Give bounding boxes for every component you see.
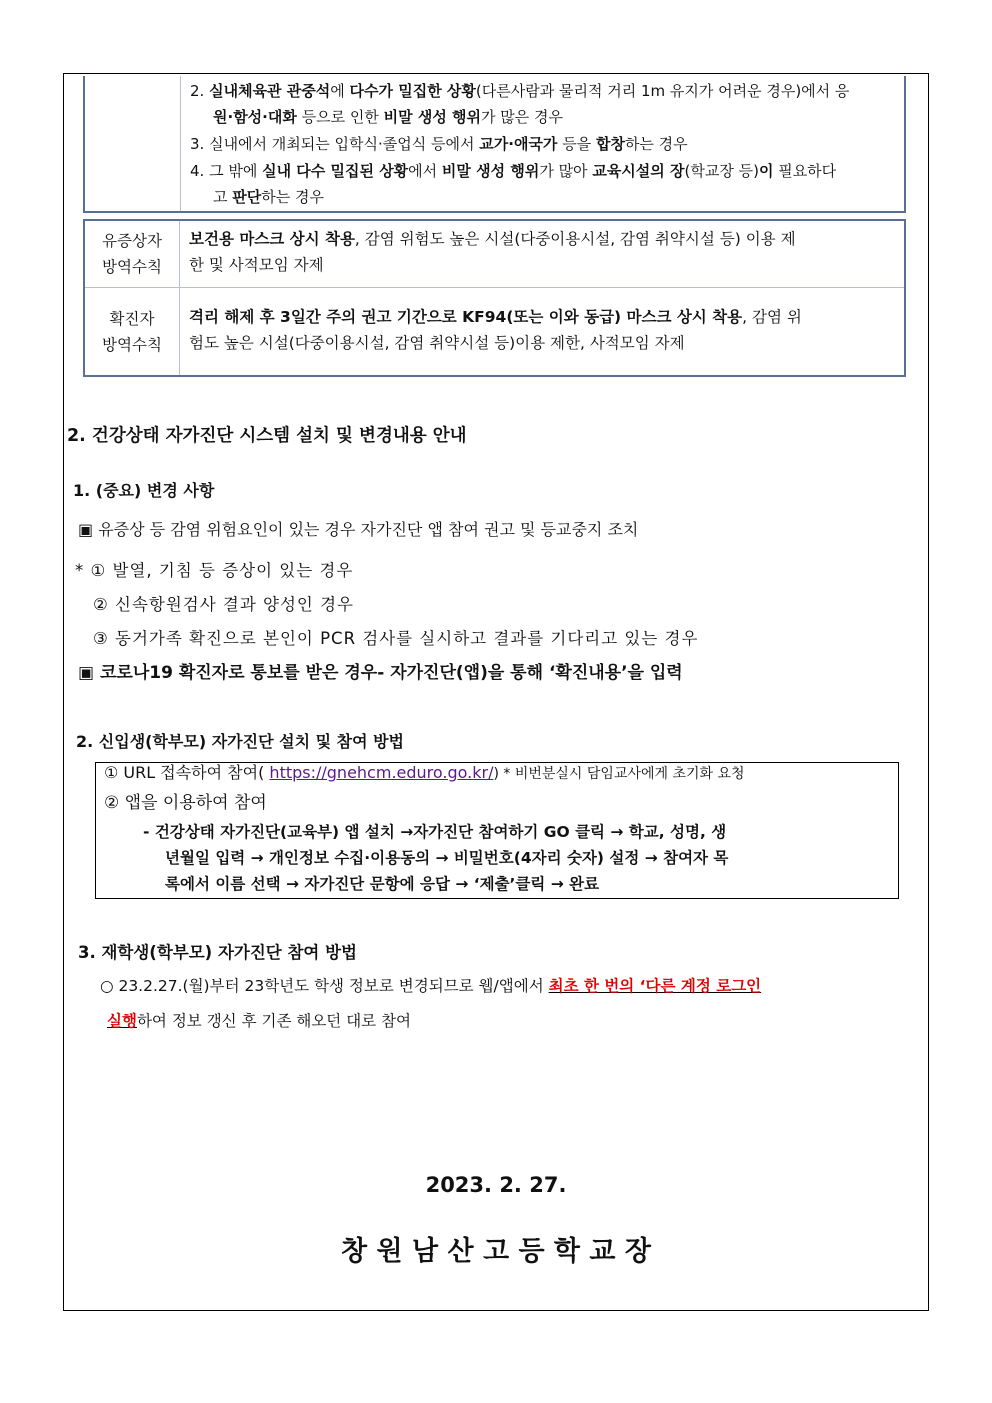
table-row-divider — [85, 287, 904, 288]
row-content — [189, 254, 324, 276]
bold-text: 비말 생성 행위 — [441, 162, 540, 180]
note-highlight: 최초 한 번의 ‘다른 계정 로그인 — [548, 977, 762, 995]
row-content — [189, 228, 796, 250]
bold-text: 교가·애국가 — [479, 135, 558, 153]
row-label-line: 방역수칙 — [102, 258, 162, 276]
list-item — [213, 106, 563, 128]
text: 4. 그 밖에 — [190, 162, 263, 180]
bold-text: 이 — [758, 162, 774, 180]
text: , 감염 위험도 높은 시설(다중이용시설, 감염 취약시설 등) 이용 제 — [354, 230, 796, 248]
url-label: ① URL 접속하여 참여( — [104, 763, 270, 782]
list-item — [213, 186, 324, 208]
bold-text: 보건용 마스크 상시 착용 — [189, 230, 355, 248]
document-date: 2023. 2. 27. — [425, 1173, 567, 1197]
returning-student-note — [100, 975, 761, 997]
notice-bullet-confirmed: ▣ 코로나19 확진자로 통보를 받은 경우- 자가진단(앱)을 통해 ‘확진내용’을 입력 — [78, 663, 683, 683]
text: 험도 높은 시설(다중이용시설, 감염 취약시설 등)이용 제한, 사적모임 자제 — [189, 334, 685, 352]
app-step: 록에서 이름 선택 → 자가진단 문항에 응답 → ‘제출’클릭 → 완료 — [165, 875, 600, 893]
bold-text: 판단 — [232, 188, 262, 206]
bold-text: 다수가 밀집한 상황 — [349, 82, 476, 100]
text: 3. 실내에서 개최되는 입학식·졸업식 등에서 — [190, 135, 480, 153]
text: (다른사람과 물리적 거리 1m 유지가 어려운 경우)에서 응 — [475, 82, 850, 100]
list-item — [190, 160, 836, 182]
note-highlight: 실행 — [107, 1012, 137, 1030]
app-step: - 건강상태 자가진단(교육부) 앱 설치 →자가진단 참여하기 GO 클릭 → 학교, 성명, 생 — [143, 823, 727, 841]
bold-text: 교육시설의 장 — [592, 162, 685, 180]
url-instruction — [104, 762, 745, 785]
principal-signature: 창 원 남 산 고 등 학 교 장 — [341, 1236, 651, 1267]
bold-text: 실내체육관 관중석 — [209, 82, 331, 100]
returning-student-note — [107, 1010, 411, 1032]
list-item — [190, 80, 849, 102]
text: 고 — [213, 188, 233, 206]
subsection-title: 1. (중요) 변경 사항 — [73, 481, 215, 500]
row-content — [189, 332, 685, 354]
text: 필요하다 — [773, 162, 837, 180]
text: 가 많아 — [539, 162, 593, 180]
row-label — [85, 228, 179, 280]
subsection-title: 3. 재학생(학부모) 자가진단 참여 방법 — [78, 943, 357, 962]
note-text: ○ 23.2.27.(월)부터 23학년도 학생 정보로 변경되므로 웹/앱에서 — [100, 977, 549, 995]
self-check-url-link[interactable]: https://gnehcm.eduro.go.kr/ — [269, 763, 494, 782]
row-label — [85, 306, 179, 358]
bold-text: 비말 생성 행위 — [383, 108, 482, 126]
bold-text: 합창 — [595, 135, 625, 153]
text: 등을 — [557, 135, 596, 153]
subsection-title: 2. 신입생(학부모) 자가진단 설치 및 참여 방법 — [76, 732, 405, 751]
app-instruction: ② 앱을 이용하여 참여 — [104, 793, 267, 813]
text: (학교장 등) — [684, 162, 759, 180]
notice-bullet: ▣ 유증상 등 감염 위험요인이 있는 경우 자가진단 앱 참여 권고 및 등교중지 조치 — [78, 520, 639, 539]
bold-text: 원·함성·대화 — [213, 108, 297, 126]
text: 2. — [190, 82, 210, 100]
section-title: 2. 건강상태 자가진단 시스템 설치 및 변경내용 안내 — [67, 426, 467, 446]
text: 에 — [330, 82, 350, 100]
table-divider — [180, 76, 181, 211]
note-text: 하여 정보 갱신 후 기존 해오던 대로 참여 — [136, 1012, 412, 1030]
list-item — [190, 133, 688, 155]
text: 한 및 사적모임 자제 — [189, 256, 324, 274]
text: 등으로 인한 — [296, 108, 384, 126]
text: 가 많은 경우 — [481, 108, 564, 126]
text: , 감염 위 — [742, 308, 802, 326]
text: 하는 경우 — [624, 135, 688, 153]
row-label-line: 방역수칙 — [102, 336, 162, 354]
row-label-line: 유증상자 — [102, 232, 162, 250]
symptom-item: ② 신속항원검사 결과 양성인 경우 — [93, 595, 354, 614]
symptom-item: * ① 발열, 기침 등 증상이 있는 경우 — [75, 561, 354, 580]
bold-text: 실내 다수 밀집된 상황 — [262, 162, 409, 180]
row-label-line: 확진자 — [109, 310, 155, 328]
app-step: 년월일 입력 → 개인정보 수집·이용동의 → 비밀번호(4자리 숫자) 설정 → 참여자 목 — [165, 849, 729, 867]
password-note: ) * 비번분실시 담임교사에게 초기화 요청 — [493, 766, 745, 782]
bold-text: 격리 해제 후 3일간 주의 권고 기간으로 KF94(또는 이와 동급) 마스크 상시 착용 — [189, 308, 743, 326]
row-content — [189, 306, 802, 328]
table-divider — [179, 221, 180, 375]
symptom-item: ③ 동거가족 확진으로 본인이 PCR 검사를 실시하고 결과를 기다리고 있는 경우 — [93, 629, 699, 648]
text: 에서 — [408, 162, 442, 180]
text: 하는 경우 — [261, 188, 324, 206]
